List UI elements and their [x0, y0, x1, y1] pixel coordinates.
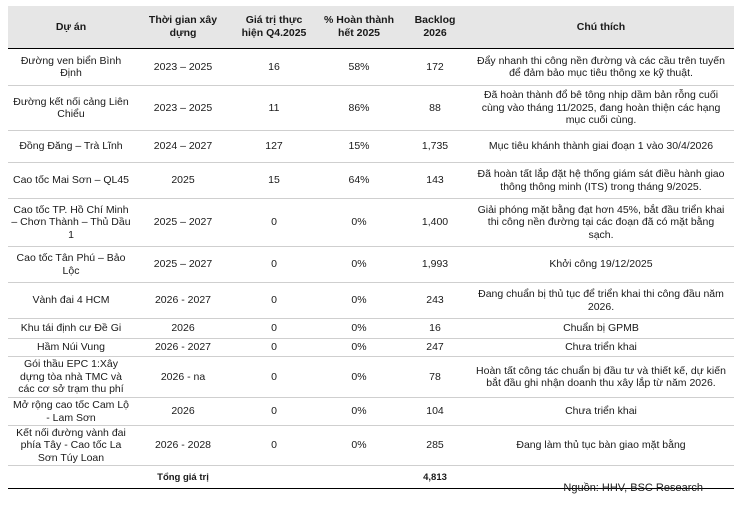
cell-value: 0 — [232, 283, 316, 319]
header-note: Chú thích — [468, 6, 734, 49]
table-row — [8, 283, 734, 319]
cell-time: 2025 – 2027 — [134, 199, 232, 247]
table-row — [8, 426, 734, 466]
cell-project: Cao tốc Mai Sơn – QL45 — [8, 163, 134, 199]
cell-value: 0 — [232, 339, 316, 357]
cell-time: 2026 — [134, 398, 232, 426]
cell-note: Đang chuẩn bị thủ tục để triển khai thi công đầu năm 2026. — [468, 283, 734, 319]
cell-value: 0 — [232, 247, 316, 283]
cell-backlog: 1,735 — [402, 131, 468, 163]
cell-value: 0 — [232, 319, 316, 339]
cell-project: Cao tốc TP. Hồ Chí Minh – Chơn Thành – Thủ Dầu 1 — [8, 199, 134, 247]
table-row — [8, 319, 734, 339]
cell-backlog: 172 — [402, 49, 468, 86]
cell-value: 0 — [232, 398, 316, 426]
cell-backlog: 285 — [402, 426, 468, 466]
total-spacer — [8, 466, 134, 489]
header-completion: % Hoàn thành hết 2025 — [316, 6, 402, 49]
cell-completion: 0% — [316, 426, 402, 466]
table-row — [8, 49, 734, 86]
cell-note: Giải phóng mặt bằng đạt hơn 45%, bắt đầu triển khai thi công nền đường tại các đoạn đã có mặt bằng sạch. — [468, 199, 734, 247]
cell-value: 0 — [232, 357, 316, 398]
table-row — [8, 398, 734, 426]
cell-note: Đã hoàn thành đổ bê tông nhịp dầm bản rỗng cuối cùng vào tháng 11/2025, đang hoàn thiện các hạng mục cuối cùng. — [468, 86, 734, 131]
cell-project: Đường kết nối cảng Liên Chiểu — [8, 86, 134, 131]
cell-completion: 0% — [316, 357, 402, 398]
cell-completion: 0% — [316, 283, 402, 319]
cell-note: Chưa triển khai — [468, 398, 734, 426]
header-value: Giá trị thực hiện Q4.2025 — [232, 6, 316, 49]
total-spacer — [316, 466, 402, 489]
table-row — [8, 199, 734, 247]
cell-time: 2026 - 2027 — [134, 339, 232, 357]
cell-backlog: 88 — [402, 86, 468, 131]
cell-time: 2026 - 2028 — [134, 426, 232, 466]
cell-note: Khởi công 19/12/2025 — [468, 247, 734, 283]
backlog-table — [8, 6, 734, 489]
cell-backlog: 1,993 — [402, 247, 468, 283]
cell-note: Chưa triển khai — [468, 339, 734, 357]
cell-backlog: 16 — [402, 319, 468, 339]
cell-time: 2025 — [134, 163, 232, 199]
cell-completion: 0% — [316, 398, 402, 426]
cell-value: 0 — [232, 199, 316, 247]
cell-completion: 0% — [316, 339, 402, 357]
cell-note: Mục tiêu khánh thành giai đoạn 1 vào 30/4/2026 — [468, 131, 734, 163]
cell-backlog: 1,400 — [402, 199, 468, 247]
cell-note: Hoàn tất công tác chuẩn bị đầu tư và thiết kế, dự kiến bắt đầu ghi nhận doanh thu xây lắp từ năm 2026. — [468, 357, 734, 398]
cell-time: 2026 - 2027 — [134, 283, 232, 319]
cell-backlog: 243 — [402, 283, 468, 319]
cell-backlog: 247 — [402, 339, 468, 357]
cell-time: 2023 – 2025 — [134, 86, 232, 131]
cell-project: Gói thầu EPC 1:Xây dựng tòa nhà TMC và các cơ sở trạm thu phí — [8, 357, 134, 398]
header-project: Dự án — [8, 6, 134, 49]
cell-value: 11 — [232, 86, 316, 131]
cell-backlog: 143 — [402, 163, 468, 199]
total-label: Tổng giá trị — [134, 466, 232, 489]
table-row — [8, 357, 734, 398]
cell-completion: 15% — [316, 131, 402, 163]
cell-time: 2026 - na — [134, 357, 232, 398]
table-row — [8, 163, 734, 199]
cell-note: Đang làm thủ tục bàn giao mặt bằng — [468, 426, 734, 466]
cell-value: 127 — [232, 131, 316, 163]
table-row — [8, 86, 734, 131]
cell-note: Đã hoàn tất lắp đặt hệ thống giám sát điều hành giao thông thông minh (ITS) trong tháng 9/2025. — [468, 163, 734, 199]
source-note: Nguồn: HHV, BSC Research — [563, 482, 703, 494]
cell-backlog: 78 — [402, 357, 468, 398]
cell-project: Khu tái định cư Đề Gi — [8, 319, 134, 339]
header-backlog: Backlog 2026 — [402, 6, 468, 49]
table-row — [8, 247, 734, 283]
cell-completion: 58% — [316, 49, 402, 86]
cell-project: Hầm Núi Vung — [8, 339, 134, 357]
table-row — [8, 131, 734, 163]
table-row — [8, 339, 734, 357]
cell-project: Kết nối đường vành đai phía Tây - Cao tốc La Sơn Túy Loan — [8, 426, 134, 466]
cell-time: 2023 – 2025 — [134, 49, 232, 86]
cell-project: Vành đai 4 HCM — [8, 283, 134, 319]
cell-note: Đẩy nhanh thi công nền đường và các cầu trên tuyến để đảm bảo mục tiêu thông xe kỹ thuật. — [468, 49, 734, 86]
header-time: Thời gian xây dựng — [134, 6, 232, 49]
cell-completion: 0% — [316, 247, 402, 283]
cell-time: 2025 – 2027 — [134, 247, 232, 283]
cell-value: 0 — [232, 426, 316, 466]
cell-completion: 64% — [316, 163, 402, 199]
total-spacer — [232, 466, 316, 489]
cell-project: Đường ven biển Bình Định — [8, 49, 134, 86]
cell-time: 2024 – 2027 — [134, 131, 232, 163]
header-row — [8, 6, 734, 49]
total-backlog: 4,813 — [402, 466, 468, 489]
cell-backlog: 104 — [402, 398, 468, 426]
cell-project: Cao tốc Tân Phú – Bảo Lộc — [8, 247, 134, 283]
table-header — [8, 6, 734, 49]
table-body — [8, 49, 734, 466]
cell-value: 15 — [232, 163, 316, 199]
cell-completion: 0% — [316, 199, 402, 247]
cell-value: 16 — [232, 49, 316, 86]
cell-time: 2026 — [134, 319, 232, 339]
cell-project: Đồng Đăng – Trà Lĩnh — [8, 131, 134, 163]
cell-project: Mở rộng cao tốc Cam Lộ - Lam Sơn — [8, 398, 134, 426]
cell-note: Chuẩn bị GPMB — [468, 319, 734, 339]
cell-completion: 0% — [316, 319, 402, 339]
cell-completion: 86% — [316, 86, 402, 131]
